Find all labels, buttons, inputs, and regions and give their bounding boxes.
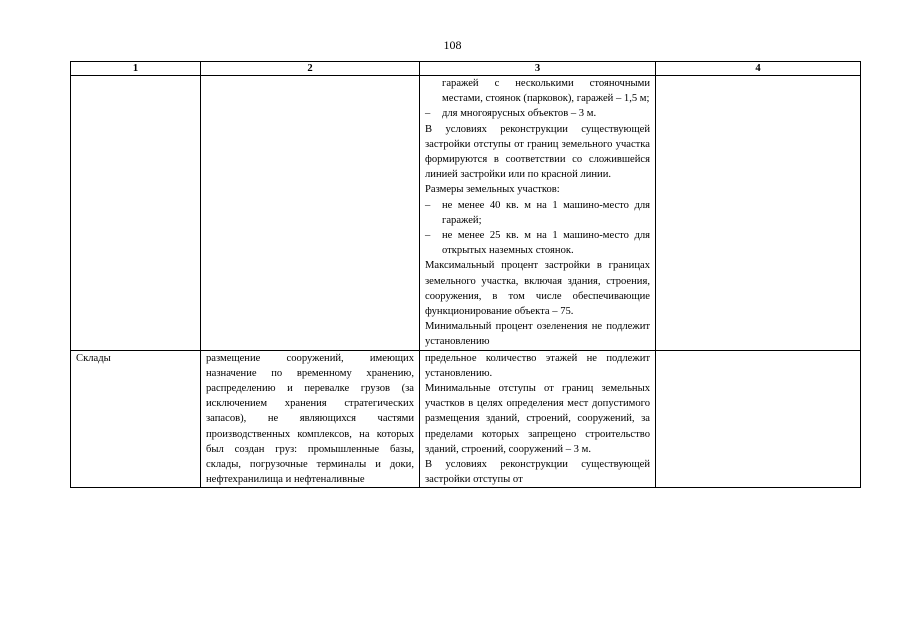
floors-text: предельное количество этажей не подлежит установлению. (425, 352, 650, 379)
list-item (425, 198, 650, 228)
min-green-text: Минимальный процент озеленения не подлежит установлению (425, 321, 650, 348)
list-item-text: не менее 40 кв. м на 1 машино-место для гаражей; (442, 199, 650, 226)
list-item-text: для многоярусных объектов – 3 м. (442, 108, 597, 120)
table-row (71, 350, 861, 488)
list-item (425, 106, 650, 121)
column-header: 1 (71, 62, 201, 76)
row1-col1-cell (71, 76, 201, 351)
min-setbacks-text: Минимальные отступы от границ земельных участков в целях определения мест допустимого размещения зданий, строений, сооружений, за пределами которых запрещено строительство зданий, строений, сооружений – 3 м. (425, 383, 650, 455)
list-item-text: не менее 25 кв. м на 1 машино-место для открытых наземных стоянок. (442, 230, 650, 257)
column-header: 3 (420, 62, 656, 76)
reconstruction-text: В условиях реконструкции существующей застройки отступы от (425, 459, 650, 486)
row1-col4-cell (656, 76, 861, 351)
list-item (425, 228, 650, 258)
column-header: 2 (201, 62, 420, 76)
page-number: 108 (443, 38, 462, 52)
row2-col1-cell: Склады (71, 350, 201, 488)
bullet-dash: – (425, 230, 431, 242)
row1-col3-cell (420, 76, 656, 351)
column-header: 4 (656, 62, 861, 76)
table-row (71, 76, 861, 351)
row1-col2-cell (201, 76, 420, 351)
row2-col2-cell: размещение сооружений, имеющих назначение по временному хранению, распределению и перевалке грузов (за исключением хранения стратегических запасов), не являющихся частями производственных комплексов, на которых был создан груз: промышленные базы, склады, погрузочные терминалы и доки, нефтехранилища и нефтеналивные (201, 350, 420, 488)
regulations-table (70, 61, 861, 488)
row2-col4-cell (656, 350, 861, 488)
table-header-row (71, 62, 861, 76)
max-percent-text: Максимальный процент застройки в границах земельного участка, включая здания, строения, сооружения, в том числе обеспечивающие функционирование объекта – 75. (425, 260, 650, 318)
bullet-dash: – (425, 108, 431, 120)
sizes-title: Размеры земельных участков: (425, 184, 560, 196)
row2-col3-cell (420, 350, 656, 488)
bullet-dash: – (425, 199, 431, 211)
continued-text: гаражей с несколькими стояночными местами, стоянок (парковок), гаражей – 1,5 м; (442, 78, 650, 105)
reconstruction-text: В условиях реконструкции существующей застройки отступы от границ земельного участка формируются в соответствии со сложившейся линией застройки или по красной линии. (425, 123, 650, 181)
